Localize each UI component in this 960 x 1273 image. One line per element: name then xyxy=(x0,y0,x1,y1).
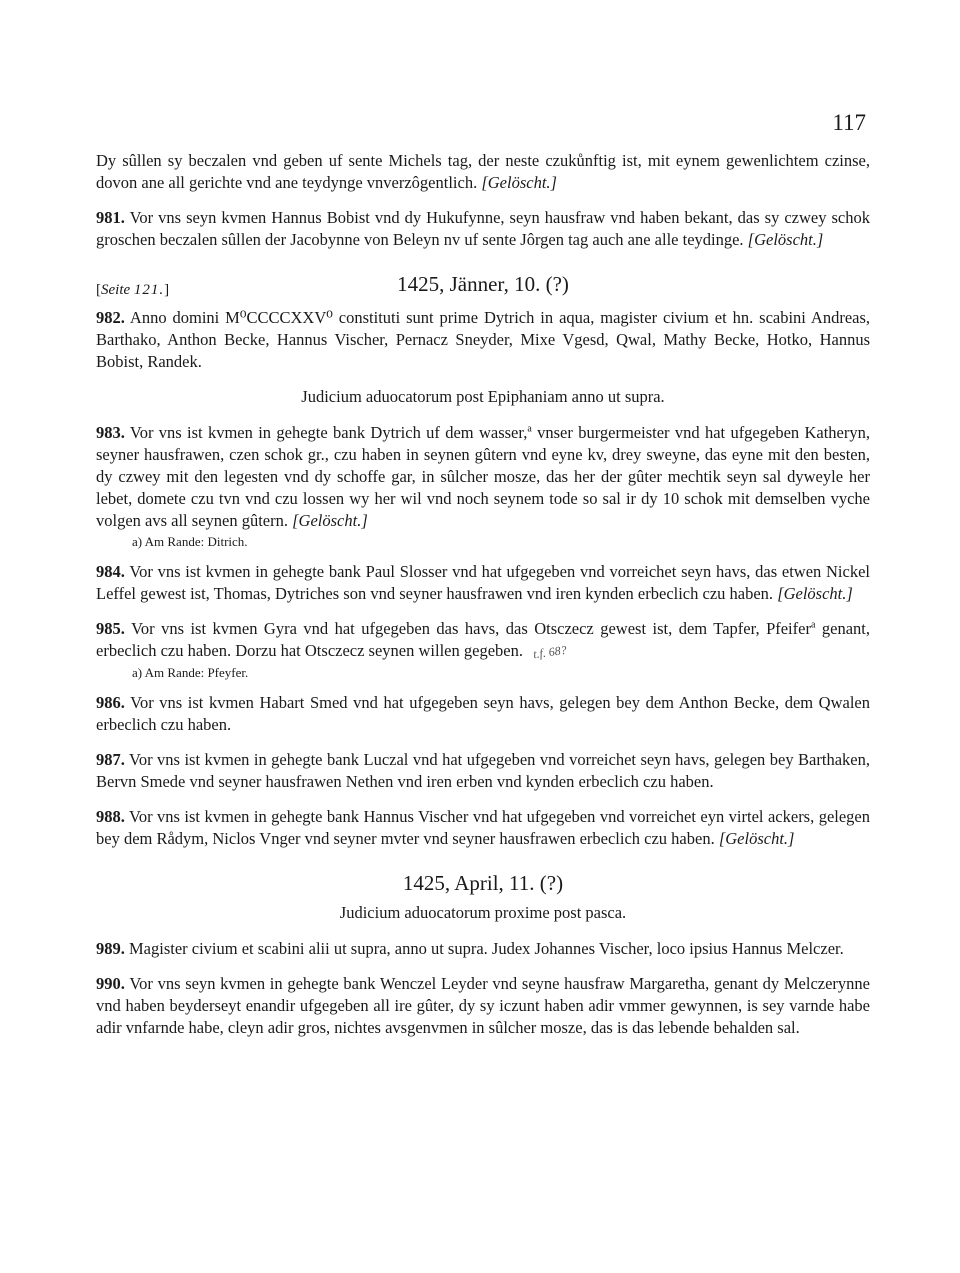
entry-982 xyxy=(96,307,870,373)
footnote: a) Am Rande: Ditrich. xyxy=(132,534,248,549)
entry-985 xyxy=(96,618,870,663)
section-header-row xyxy=(96,273,870,307)
entry-number: 990. xyxy=(96,974,125,993)
entry-990 xyxy=(96,973,870,1039)
entry-text: Magister civium et scabini alii ut supra, anno ut supra. Judex Johannes Vischer, loco ipsius Hannus Melczer. xyxy=(129,939,844,958)
date-heading: 1425, Jänner, 10. (?) xyxy=(397,272,569,296)
deletion-note: [Gelöscht.] xyxy=(718,829,795,848)
entry-number: 982. xyxy=(96,308,125,327)
entry-text: Vor vns ist kvmen in gehegte bank Dytrich uf dem wasser, xyxy=(129,423,528,442)
page-reference-label: Seite xyxy=(101,282,131,298)
page-reference-number: 121. xyxy=(133,282,165,298)
page-number: 117 xyxy=(832,110,866,135)
intro-paragraph xyxy=(96,150,870,194)
section-heading: Judicium aduocatorum proxime post pasca. xyxy=(339,903,627,922)
entry-number: 987. xyxy=(96,750,125,769)
entry-number: 986. xyxy=(96,693,125,712)
entry-text: Vor vns ist kvmen Habart Smed vnd hat ufgegeben seyn havs, gelegen bey dem Anthon Becke, dem Qwalen erbeclich czu haben. xyxy=(96,693,870,734)
entry-989 xyxy=(96,938,870,960)
page-reference-open: [ xyxy=(96,282,101,298)
entry-text: Vor vns ist kvmen in gehegte bank Hannus Vischer vnd hat ufgegeben vnd vorreichet eyn virtel ackers, gelegen bey dem Rådym, Niclos Vnger vnd seyner mvter vnd seyner hausfrawen erbeclich czu haben. xyxy=(96,807,871,848)
entry-number: 988. xyxy=(96,807,125,826)
intro-text: Dy sûllen sy beczalen vnd geben uf sente Michels tag, der neste czukůnftig ist, mit eynem gewenlichtem czinse, dovon ane all gerichte vnd ane teydynge vnverzôgentlich. xyxy=(96,151,870,192)
entry-number: 989. xyxy=(96,939,125,958)
entry-number: 981. xyxy=(96,208,125,227)
deletion-note: [Gelöscht.] xyxy=(747,230,824,249)
entry-text: Anno domini M⁰CCCCXXV⁰ constituti sunt prime Dytrich in aqua, magister civium et hn. scabini Andreas, Barthako, Anthon Becke, Hannus Vischer, Pernacz Sneyder, Mixe Vgesd, Qwal, Mathy Becke, Hotko, Hannus Bobist, Randek. xyxy=(96,308,871,371)
entry-number: 984. xyxy=(96,562,125,581)
deletion-note: [Gelöscht.] xyxy=(481,173,557,192)
entry-text: Vor vns seyn kvmen in gehegte bank Wenczel Leyder vnd seyne hausfraw Margaretha, genant dy Melczerynne vnd haben beyderseyt enandir ufgegeben all ire gûter, dy sy iczunt haben adir vmmer gewynnen, is sey varnde habe adir vnfarnde habe, cleyn adir gros, nichtes avsgenvmen in sûlcher mosze, das is das lebende behalden sal. xyxy=(96,974,871,1037)
footnote-mark: a xyxy=(810,619,816,631)
text-column xyxy=(96,150,870,1052)
footnote-mark: a xyxy=(527,423,532,435)
entry-number: 983. xyxy=(96,423,125,442)
entry-text-cont: vnser burgermeister vnd hat ufgegeben Katheryn, seyner hausfrawen, czen schok gr., czu haben in seynen gûtern vnd eyne kv, drey sweyne, das eyne mit den besten, dy czwey mit den legesten vnd dy schoffe gar, in sûlcher mosze, das her der gûter mechtik seyn sal dyweyle her lebet, domete czu tvn vnd czu lossen wy her wil vnd noch seynem tode so sal ir dy 10 schok mit demselben vyche volgen avs all seynen gûtern. xyxy=(96,423,871,530)
date-heading: 1425, April, 11. (?) xyxy=(402,871,564,895)
entry-number: 985. xyxy=(96,619,125,638)
page-reference-close: ] xyxy=(164,282,170,298)
entry-text-cont: genant, erbeclich czu haben. Dorzu hat Otsczecz seynen willen gegeben. xyxy=(96,619,871,660)
entry-text: Vor vns ist kvmen Gyra vnd hat ufgegeben das havs, das Otsczecz gewest ist, dem Tapfer, Pfeifer xyxy=(131,619,811,638)
entry-988 xyxy=(96,806,870,850)
section-heading: Judicium aduocatorum post Epiphaniam anno ut supra. xyxy=(301,387,665,406)
footnote: a) Am Rande: Pfeyfer. xyxy=(132,665,249,680)
entry-text: Vor vns ist kvmen in gehegte bank Paul Slosser vnd hat ufgegeben vnd vorreichet seyn havs, das etwen Nickel Leffel gewest ist, Thomas, Dytriches son vnd seyner hausfrawen vnd iren kynden erbeclich czu haben. xyxy=(96,562,870,603)
entry-987 xyxy=(96,749,870,793)
entry-984 xyxy=(96,561,870,605)
entry-986 xyxy=(96,692,870,736)
deletion-note: [Gelöscht.] xyxy=(292,511,368,530)
entry-981 xyxy=(96,207,870,251)
handwritten-annotation: t.f. 68? xyxy=(532,642,568,662)
entry-text: Vor vns ist kvmen in gehegte bank Luczal vnd hat ufgegeben vnd vorreichet seyn havs, gelegen bey Barthaken, Bervn Smede vnd seyner hausfrawen Nethen vnd iren erben vnd kynden erbeclich czu haben. xyxy=(96,750,870,791)
entry-983 xyxy=(96,422,870,532)
deletion-note: [Gelöscht.] xyxy=(777,584,853,603)
entry-text: Vor vns seyn kvmen Hannus Bobist vnd dy Hukufynne, seyn hausfraw vnd haben bekant, das sy czwey schok groschen beczalen sûllen der Jacobynne von Beleyn nv uf sente Jôrgen tag auch ane alle teydinge. xyxy=(96,208,870,249)
